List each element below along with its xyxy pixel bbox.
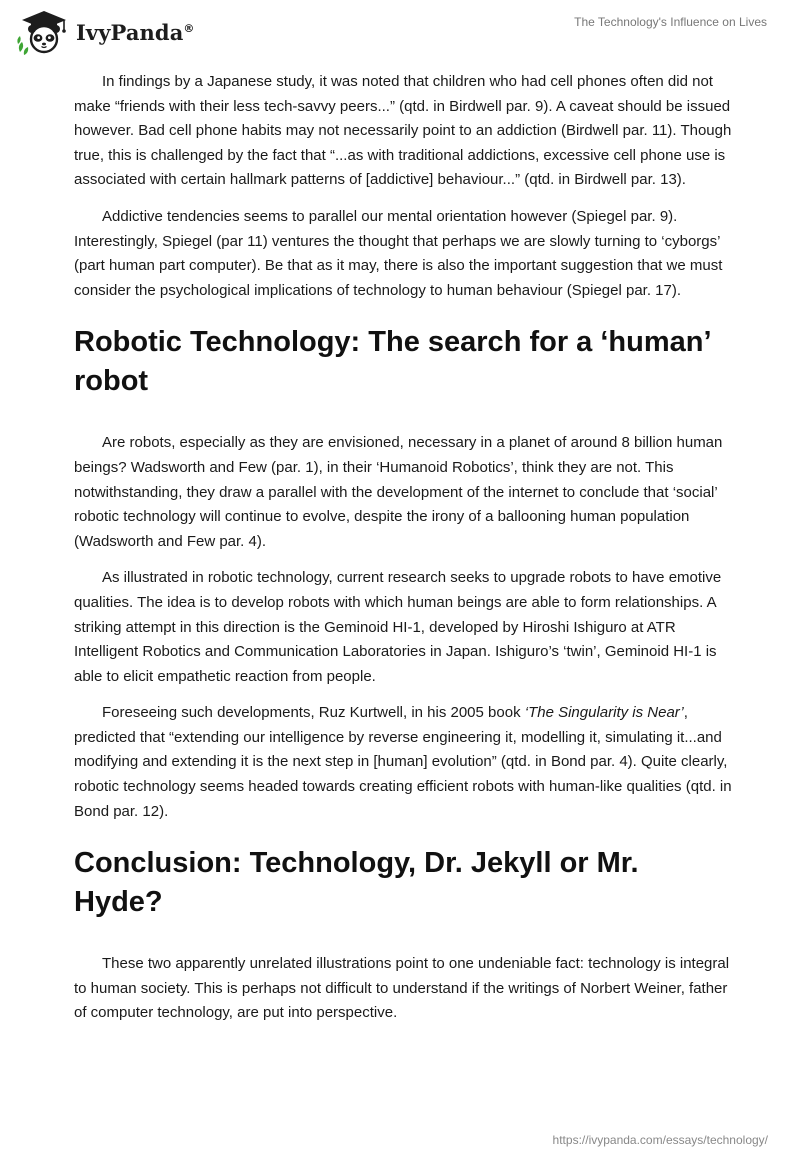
panda-graduate-icon — [14, 8, 70, 56]
paragraph-singularity — [74, 701, 734, 824]
heading-conclusion: Conclusion: Technology, Dr. Jekyll or Mr. Hyde? — [74, 847, 639, 919]
essay-body — [74, 70, 734, 1038]
ivypanda-logo[interactable] — [14, 8, 195, 56]
paragraph-addictive-tendencies: Addictive tendencies seems to parallel our mental orientation however (Spiegel par. 9). Interestingly, Spiegel (par 11) ventures the thought that perhaps we are slowly turning to ‘cyborgs’ (part human part computer). Be that as it may, there is also the important suggestion that we must consider the psychological implications of technology to human behaviour (Spiegel par. 17). — [74, 207, 723, 299]
singularity-text-b: , predicted that “extending our intelligence by reverse engineering it, modelling it, simulating it...and modifying and extending it is the next step in [human] evolution” (qtd. in Bond par. 4). Quite clearly, robotic technology seems headed towards creating efficient robots with human-like qualities (qtd. in Bond par. 12). — [74, 704, 732, 820]
page-header — [0, 0, 800, 60]
paragraph-cell-phone-study: In findings by a Japanese study, it was noted that children who had cell phones often did not make “friends with their less tech-savvy peers...” (qtd. in Birdwell par. 9). A caveat should be issued however. Bad cell phone habits may not necessarily point to an addiction (Birdwell par. 11). Though true, this is challenged by the fact that “...as with traditional addictions, excessive cell phone use is associated with certain hallmark patterns of [addictive] behaviour...” (qtd. in Birdwell par. 13). — [74, 73, 732, 189]
singularity-text-a: Foreseeing such developments, Ruz Kurtwell, in his 2005 book — [102, 704, 525, 722]
document-title: The Technology's Influence on Lives — [574, 15, 767, 29]
book-title: ‘The Singularity is Near’ — [524, 704, 684, 722]
source-url[interactable]: https://ivypanda.com/essays/technology/ — [552, 1133, 768, 1147]
logo-wordmark — [76, 20, 195, 45]
paragraph-conclusion: These two apparently unrelated illustrations point to one undeniable fact: technology is integral to human society. This is perhaps not difficult to understand if the writings of Norbert Weiner, father of computer technology, are put into perspective. — [74, 955, 730, 1022]
logo-text: IvyPanda — [76, 19, 184, 45]
registered-mark: ® — [183, 21, 195, 35]
heading-robotic-technology: Robotic Technology: The search for a ‘human’ robot — [74, 326, 710, 398]
paragraph-emotive-robots: As illustrated in robotic technology, current research seeks to upgrade robots to have emotive qualities. The idea is to develop robots with which human beings are able to form relationships. A striking attempt in this direction is the Geminoid HI-1, developed by Hiroshi Ishiguro at ATR Intelligent Robotics and Communication Laboratories in Japan. Ishiguro’s ‘twin’, Geminoid HI-1 is able to elicit empathetic reaction from people. — [74, 569, 722, 685]
paragraph-robots-necessity: Are robots, especially as they are envisioned, necessary in a planet of around 8 billion human beings? Wadsworth and Few (par. 1), in their ‘Humanoid Robotics’, think they are not. This notwithstanding, they draw a parallel with the development of the internet to conclude that ‘social’ robotic technology will continue to evolve, despite the irony of a ballooning human population (Wadsworth and Few par. 4). — [74, 434, 723, 550]
